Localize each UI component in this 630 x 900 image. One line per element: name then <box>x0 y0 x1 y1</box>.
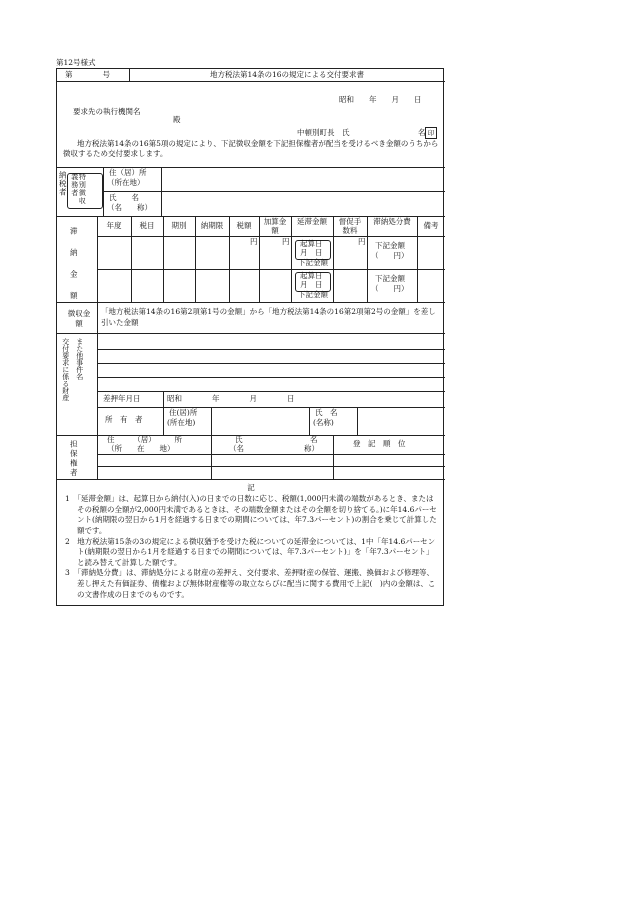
form-number: 第12号様式 <box>56 58 96 67</box>
collateral-side-label: 担保権者 <box>69 440 79 478</box>
taxpayer-name-sub: （名 称） <box>107 203 152 212</box>
col-period: 期別 <box>171 221 187 230</box>
owner-address-sub: (所在地) <box>167 418 196 427</box>
taxpayer-side-label: 納税者 <box>58 171 68 197</box>
taxpayer-address-label: 住（居）所 <box>109 168 147 177</box>
issuer-name-char: 名 <box>418 128 426 137</box>
disposition-paren-yen-1: （ 円） <box>371 251 409 260</box>
unit-yen-surcharge: 円 <box>282 237 290 246</box>
owner-name-sub: (名称) <box>313 418 334 427</box>
date-line: 昭和 年 月 日 <box>339 95 422 104</box>
document-number-label: 第 号 <box>65 70 110 79</box>
addressee-honorific: 殿 <box>173 115 181 124</box>
col-reminder-fee: 督促手数料 <box>338 217 362 235</box>
official-seal: 印 <box>425 127 437 139</box>
special-collector-label: 特別徴収義務者 <box>70 173 87 205</box>
taxpayer-name-label: 氏 名 <box>109 193 139 202</box>
disposition-below-amount-2: 下記金額 <box>375 274 405 283</box>
intro-text: 地方税法第14条の16第5項の規定により、下記徴収金額を下記担保権者が配当を受けるべき金額のうちから徴収するため交付要求します。 <box>63 139 439 159</box>
note-item-1: 1 「延滞金額」は、起算日から納付(入)の日までの日数に応じ、税額(1,000円未満の端数があるとき、またはその税額の全額が2,000円未満であるときは、その端数金額またはその全額を切り捨てる。)に年14.6パーセント(納期限の翌日から1月を経過する日までの期間については、年7.3パーセント)の割合を乗じて計算した額です。 <box>65 494 437 535</box>
disposition-below-amount-1: 下記金額 <box>375 241 405 250</box>
col-fiscal-year: 年度 <box>106 221 122 230</box>
col-remarks: 備考 <box>423 221 439 230</box>
col-tax-amount: 税額 <box>236 221 252 230</box>
col-disposition-fee: 滞納処分費 <box>373 217 411 226</box>
collection-amount-text: 「地方税法第14条の16第2項第1号の金額」から「地方税法第14条の16第2項第2号の金額」を差し引いた金額 <box>101 307 436 327</box>
collateral-name-label: 氏 名 <box>235 435 318 444</box>
note-item-2: 2 地方税法第15条の3の規定による徴収猶予を受けた税についての延滞金については、1中「年14.6パーセント(納期限の翌日から1月を経過する日までの期間については、年7.3パーセント)」を「年7.3パーセント」と読み替えて計算した額です。 <box>65 536 436 567</box>
delinquency-side-label: 滞納金額 <box>69 227 79 313</box>
collateral-rank-label: 登 記 順 位 <box>353 439 406 448</box>
month-day-1: 月 日 <box>300 248 323 257</box>
form-title: 地方税法第14条の16の規定による交付要求書 <box>209 70 365 79</box>
other-case-label: また他事件名 <box>75 338 84 380</box>
collection-side-label: 徴収金額 <box>67 309 91 328</box>
seizure-date-value: 昭和 年 月 日 <box>167 394 295 403</box>
kisan-date-label-2: 起算日 <box>300 271 323 280</box>
issuer-title: 中頓別町長 氏 <box>297 128 350 137</box>
taxpayer-address-sub: （所在地） <box>107 178 145 187</box>
owner-name-label: 氏 名 <box>315 408 338 417</box>
col-due-date: 納期限 <box>200 221 224 230</box>
collateral-address-sub: （所 在 地） <box>107 444 175 453</box>
note-item-3: 3 「滞納処分費」は、滞納処分による財産の差押え、交付要求、差押財産の保管、運搬、換価および修理等、差し押えた有価証券、債権および無体財産権等の取立ならびに配当に関する費用で上記( )内の金額は、この文書作成の日までのものです。 <box>65 568 436 599</box>
below-amount-1: 下記金額 <box>298 258 328 267</box>
collateral-address-label: 住 （居） 所 <box>107 435 182 444</box>
owner-label: 所 有 者 <box>105 415 143 424</box>
col-tax-item: 税目 <box>139 221 155 230</box>
notes-heading: 記 <box>247 483 255 492</box>
disposition-paren-yen-2: （ 円） <box>371 284 409 293</box>
unit-yen-tax: 円 <box>250 237 258 246</box>
kisan-date-label-1: 起算日 <box>300 239 323 248</box>
col-late-fee: 延滞金額 <box>297 217 327 226</box>
month-day-2: 月 日 <box>300 280 323 289</box>
collateral-name-sub: （名 称） <box>229 444 319 453</box>
col-surcharge: 加算金額 <box>263 217 287 235</box>
addressee-org: 要求先の執行機関名 <box>73 107 141 116</box>
owner-address-label: 住(居)所 <box>169 408 198 417</box>
seizure-date-label: 差押年月日 <box>103 394 141 403</box>
property-side-label: 交付要求に係る財産 <box>61 338 70 401</box>
request-form <box>56 68 444 606</box>
below-amount-2: 下記金額 <box>298 290 328 299</box>
unit-yen-reminder: 円 <box>358 237 366 246</box>
